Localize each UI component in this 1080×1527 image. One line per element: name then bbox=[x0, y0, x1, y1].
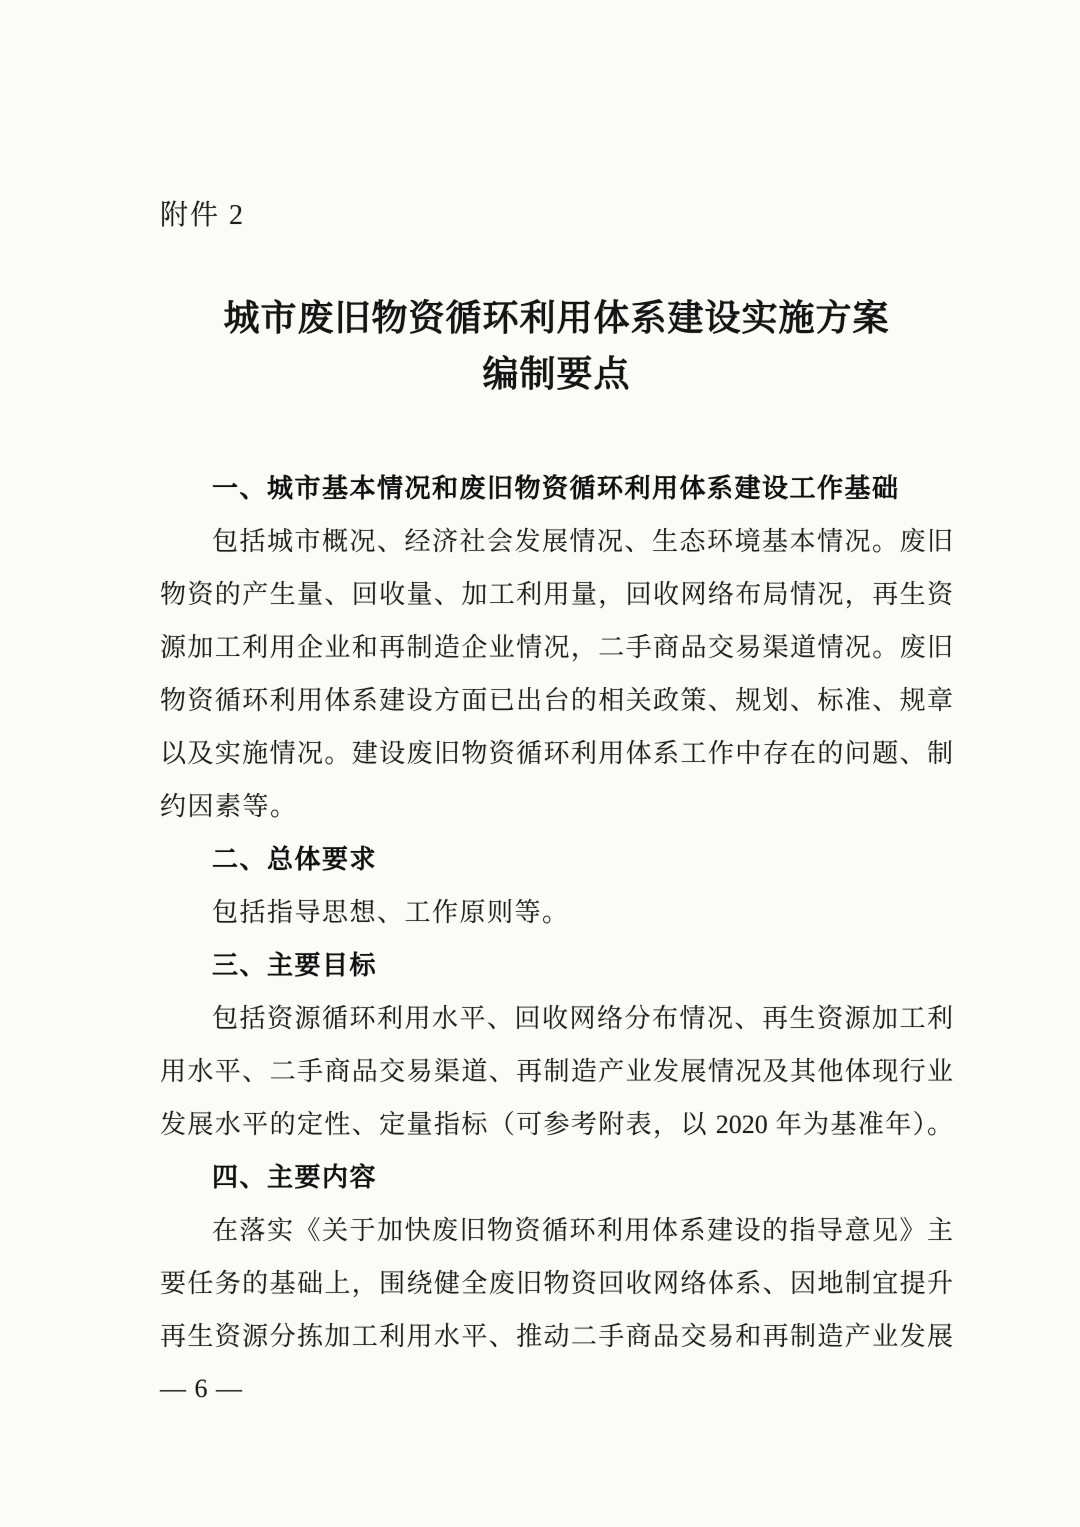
body-line: 包括资源循环利用水平、回收网络分布情况、再生资源加工利 bbox=[212, 1004, 953, 1033]
body-line: 包括城市概况、经济社会发展情况、生态环境基本情况。废旧 bbox=[212, 527, 953, 556]
document-title bbox=[160, 290, 953, 402]
document-body bbox=[160, 462, 953, 1363]
body-line: 在落实《关于加快废旧物资循环利用体系建设的指导意见》主 bbox=[212, 1216, 953, 1245]
page-number: — 6 — bbox=[160, 1374, 243, 1403]
body-line: 物资循环利用体系建设方面已出台的相关政策、规划、标准、规章 bbox=[160, 686, 953, 715]
section-heading-2: 二、总体要求 bbox=[212, 844, 378, 874]
body-line: 要任务的基础上，围绕健全废旧物资回收网络体系、因地制宜提升 bbox=[160, 1269, 953, 1298]
document-title-line1: 城市废旧物资循环利用体系建设实施方案 bbox=[223, 298, 890, 338]
document-title-line2: 编制要点 bbox=[482, 354, 631, 394]
attachment-label: 附件 2 bbox=[160, 200, 246, 231]
section-heading-3: 三、主要目标 bbox=[212, 950, 378, 980]
body-line: 包括指导思想、工作原则等。 bbox=[212, 898, 570, 927]
body-line: 以及实施情况。建设废旧物资循环利用体系工作中存在的问题、制 bbox=[160, 739, 953, 768]
section-heading-4: 四、主要内容 bbox=[212, 1162, 378, 1192]
body-line: 物资的产生量、回收量、加工利用量，回收网络布局情况，再生资 bbox=[160, 580, 953, 609]
body-line: 源加工利用企业和再制造企业情况，二手商品交易渠道情况。废旧 bbox=[160, 633, 953, 662]
body-line: 用水平、二手商品交易渠道、再制造产业发展情况及其他体现行业 bbox=[160, 1057, 953, 1086]
body-line: 发展水平的定性、定量指标（可参考附表，以 2020 年为基准年）。 bbox=[160, 1110, 953, 1139]
section-heading-1: 一、城市基本情况和废旧物资循环利用体系建设工作基础 bbox=[212, 473, 900, 503]
body-line: 约因素等。 bbox=[160, 792, 298, 821]
body-line: 再生资源分拣加工利用水平、推动二手商品交易和再制造产业发展 bbox=[160, 1322, 953, 1351]
